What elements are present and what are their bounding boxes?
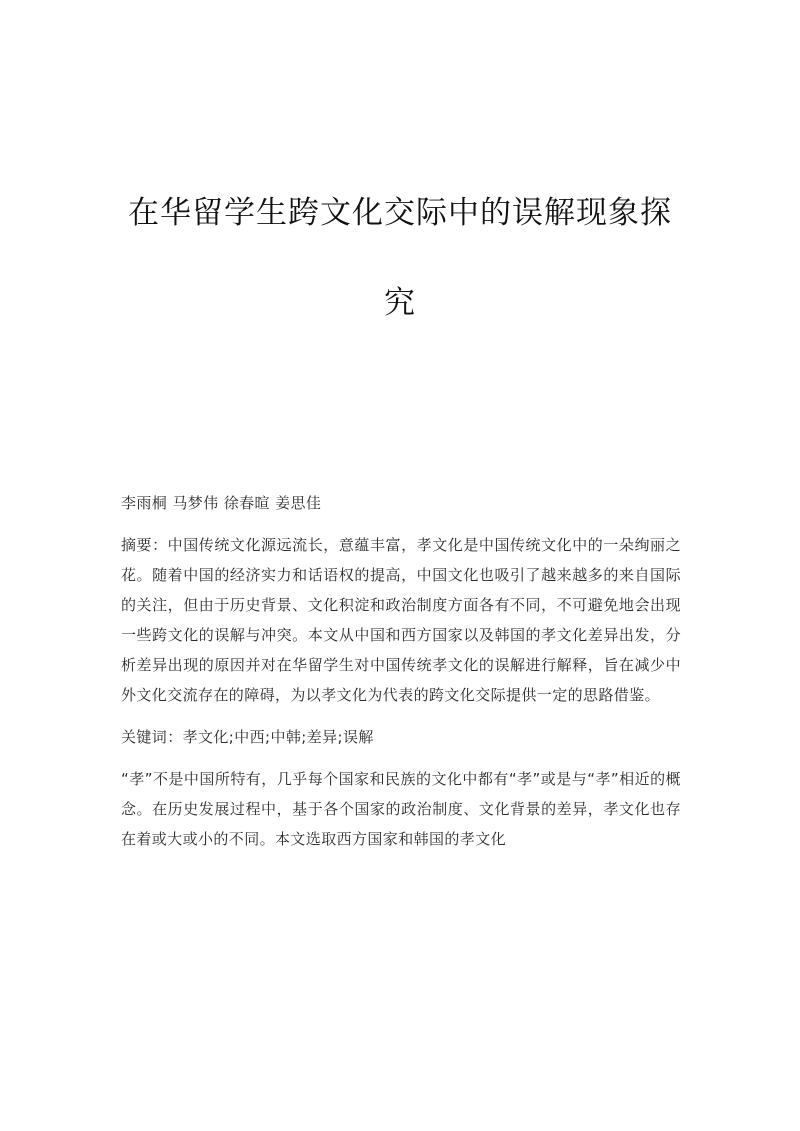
author-list: 李雨桐 马梦伟 徐春暄 姜思佳 xyxy=(121,494,322,512)
paper-content xyxy=(121,488,681,866)
paper-title xyxy=(110,168,690,348)
body-paragraph: “孝”不是中国所特有，几乎每个国家和民族的文化中都有“孝”或是与“孝”相近的概念。在历史发展过程中，基于各个国家的政治制度、文化背景的差异，孝文化也存在着或大或小的不同。本文选取西方国家和韩国的孝文化 xyxy=(121,770,681,848)
paper-title-line-1: 在华留学生跨文化交际中的误解现象探 xyxy=(128,195,672,231)
abstract-paragraph: 摘要：中国传统文化源远流长，意蕴丰富，孝文化是中国传统文化中的一朵绚丽之花。随着中国的经济实力和话语权的提高，中国文化也吸引了越来越多的来自国际的关注，但由于历史背景、文化积淀和政治制度方面各有不同，不可避免地会出现一些跨文化的误解与冲突。本文从中国和西方国家以及韩国的孝文化差异出发，分析差异出现的原因并对在华留学生对中国传统孝文化的误解进行解释，旨在减少中外文化交流存在的障碍，为以孝文化为代表的跨文化交际提供一定的思路借鉴。 xyxy=(121,536,681,704)
paper-title-line-2: 究 xyxy=(384,285,416,321)
keywords-line: 关键词：孝文化;中西;中韩;差异;误解 xyxy=(121,728,374,746)
